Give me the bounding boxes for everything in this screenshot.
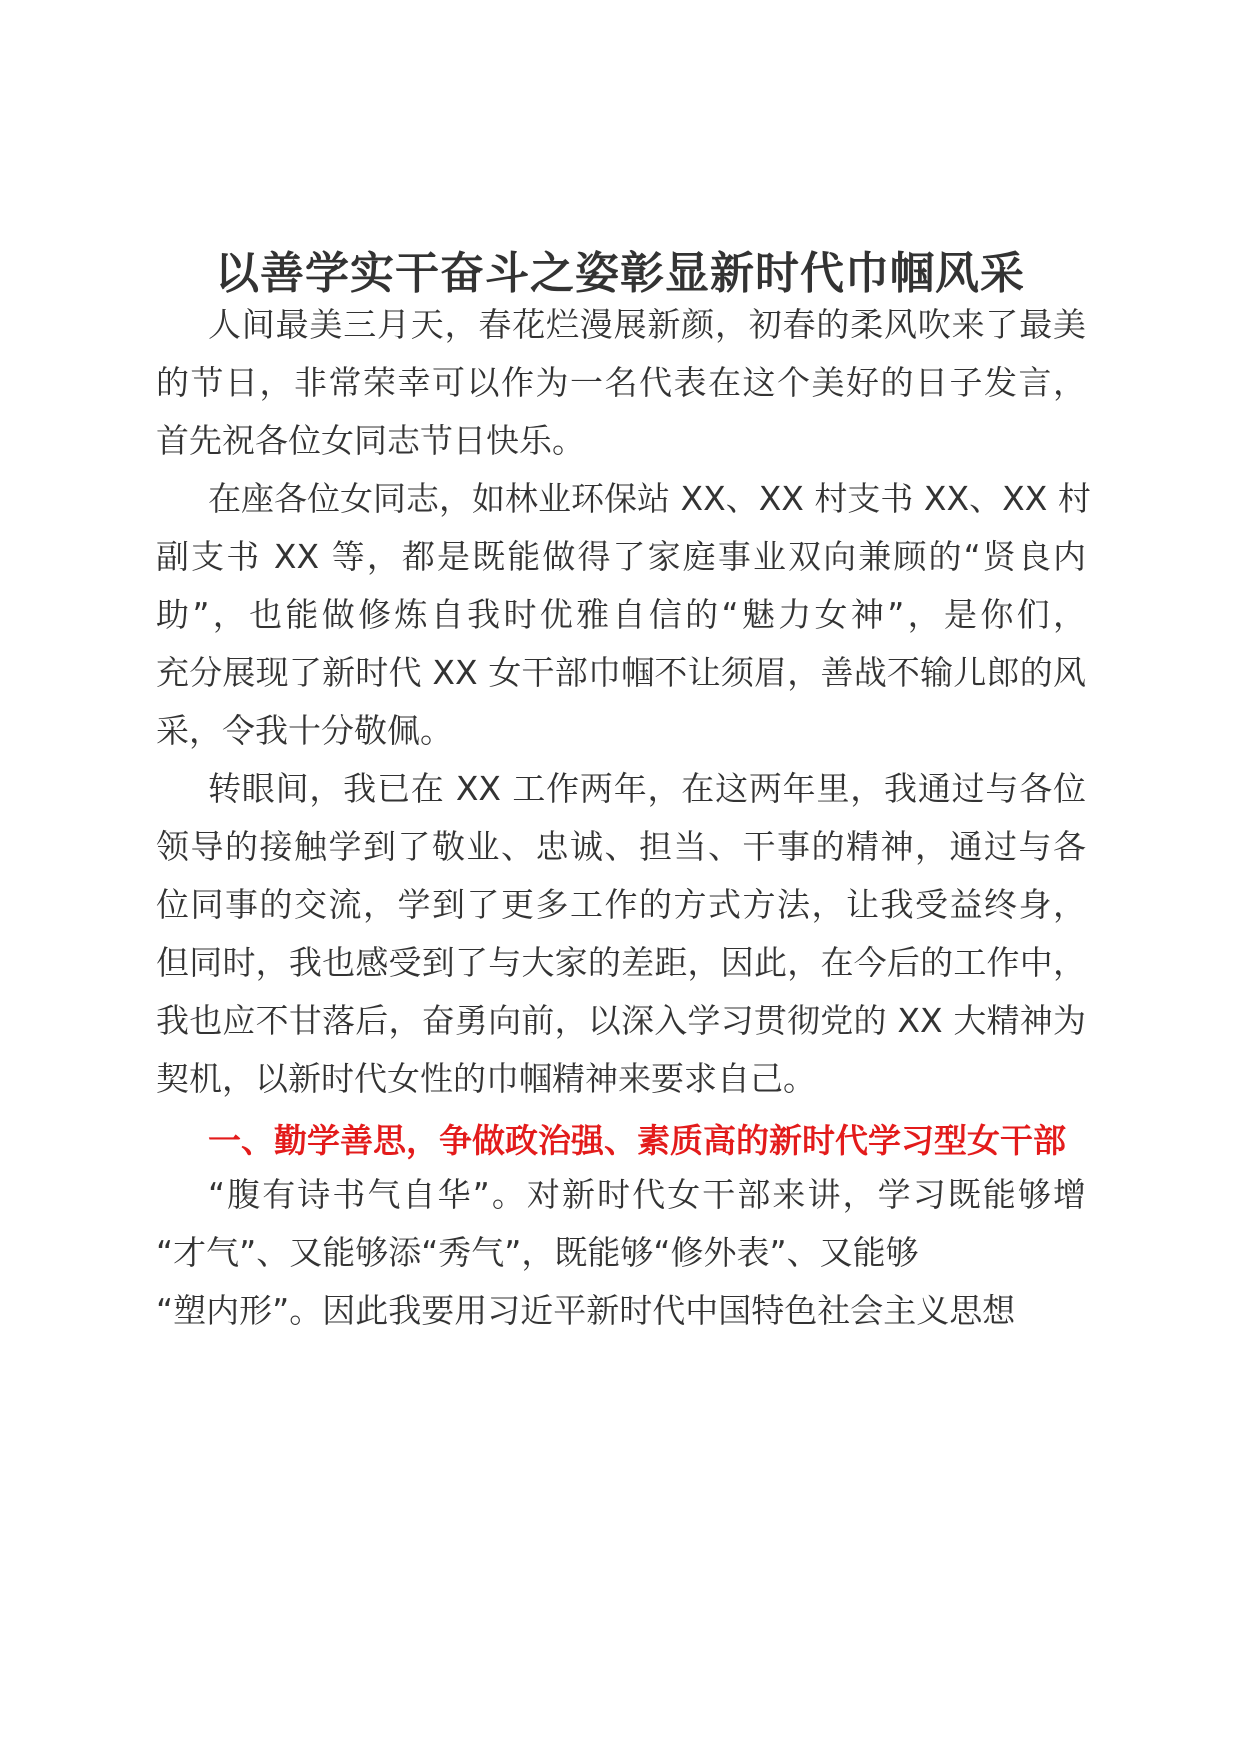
paragraph-1-line-2: 的节日，非常荣幸可以作为一名代表在这个美好的日子发言，: [156, 363, 1086, 402]
paragraph-1-line-1: 人间最美三月天，春花烂漫展新颜，初春的柔风吹来了最美: [208, 305, 1086, 344]
paragraph-3-line-4: 但同时，我也感受到了与大家的差距，因此，在今后的工作中，: [156, 943, 1086, 982]
paragraph-2-line-2: 副支书 XX 等，都是既能做得了家庭事业双向兼顾的“贤良内: [156, 537, 1086, 576]
section-heading-1: 一、勤学善思，争做政治强、素质高的新时代学习型女干部: [208, 1121, 1066, 1160]
paragraph-3-line-5: 我也应不甘落后，奋勇向前，以深入学习贯彻党的 XX 大精神为: [156, 1001, 1086, 1040]
paragraph-4-line-3: “塑内形”。因此我要用习近平新时代中国特色社会主义思想: [156, 1291, 1016, 1330]
paragraph-4-line-1: “腹有诗书气自华”。对新时代女干部来讲，学习既能够增: [208, 1175, 1086, 1214]
document-title: 以善学实干奋斗之姿彰显新时代巾帼风采: [215, 248, 1025, 299]
paragraph-2-line-1: 在座各位女同志，如林业环保站 XX、XX 村支书 XX、XX 村: [208, 479, 1091, 518]
paragraph-2-line-4: 充分展现了新时代 XX 女干部巾帼不让须眉，善战不输儿郎的风: [156, 653, 1086, 692]
paragraph-4-line-2: “才气”、又能够添“秀气”，既能够“修外表”、又能够: [156, 1233, 919, 1272]
paragraph-2-line-3: 助”，也能做修炼自我时优雅自信的“魅力女神”，是你们，: [156, 595, 1086, 634]
paragraph-3-line-3: 位同事的交流，学到了更多工作的方式方法，让我受益终身，: [156, 885, 1086, 924]
paragraph-3-line-6: 契机，以新时代女性的巾帼精神来要求自己。: [156, 1059, 816, 1098]
paragraph-3-line-1: 转眼间，我已在 XX 工作两年，在这两年里，我通过与各位: [208, 769, 1086, 808]
paragraph-3-line-2: 领导的接触学到了敬业、忠诚、担当、干事的精神，通过与各: [156, 827, 1086, 866]
paragraph-1-line-3: 首先祝各位女同志节日快乐。: [156, 421, 585, 460]
paragraph-2-line-5: 采，令我十分敬佩。: [156, 711, 453, 750]
